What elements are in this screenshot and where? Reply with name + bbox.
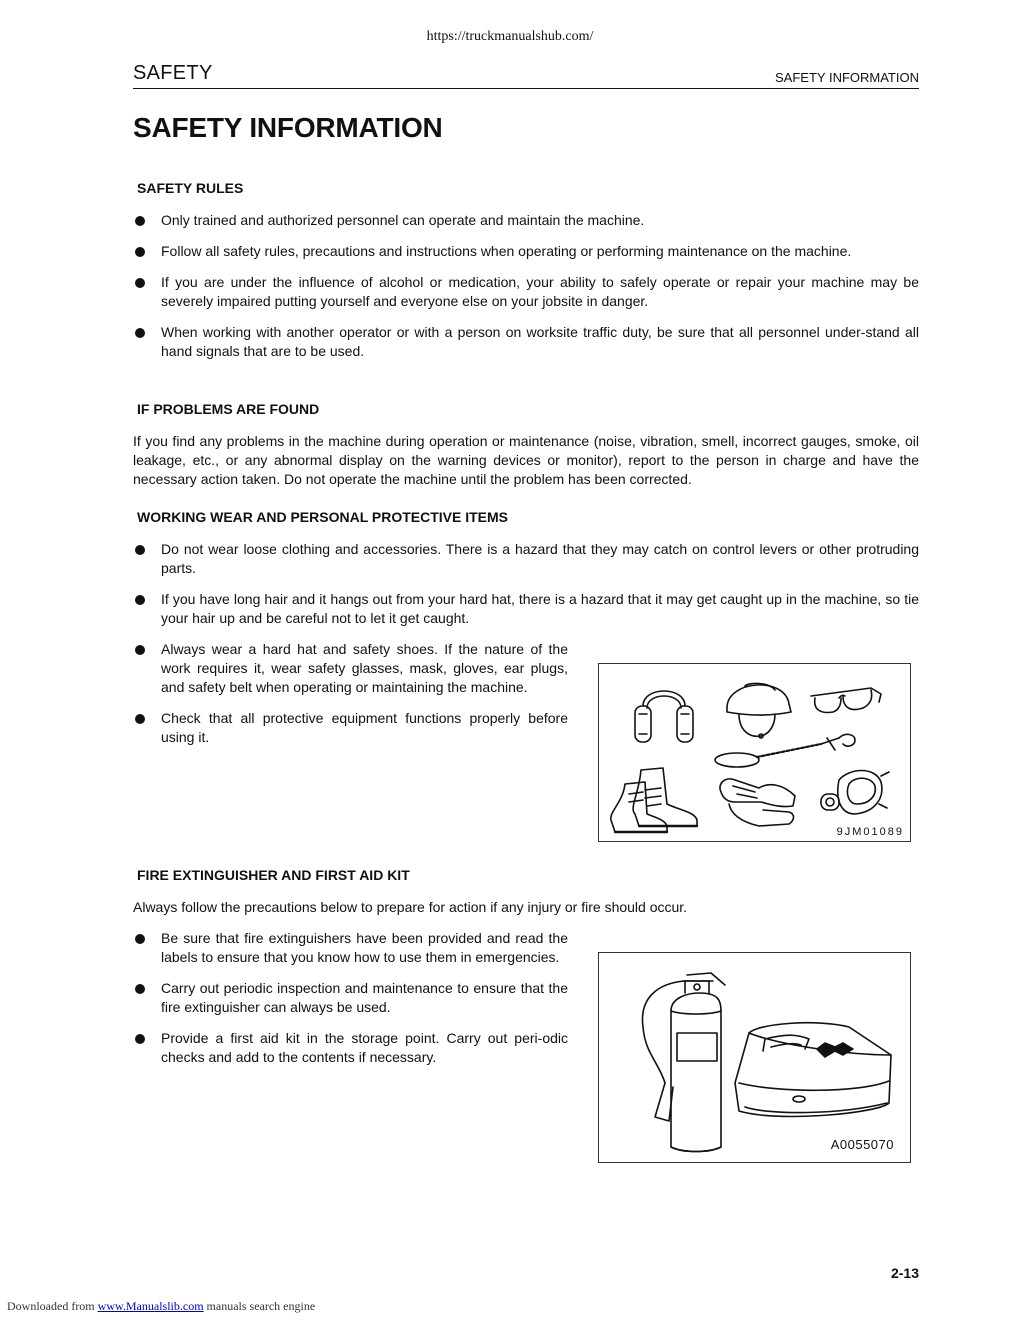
list-item: Check that all protective equipment functions properly before using it. bbox=[133, 709, 568, 747]
wear-list bbox=[133, 540, 919, 640]
figure-code: A0055070 bbox=[830, 1137, 894, 1152]
page-number: 2-13 bbox=[890, 1265, 919, 1281]
wear-heading: WORKING WEAR AND PERSONAL PROTECTIVE ITEMS bbox=[137, 509, 509, 525]
safety-belt-icon bbox=[715, 734, 855, 767]
wear-list-narrow bbox=[133, 640, 568, 759]
gloves-icon bbox=[720, 779, 795, 826]
header-topic: SAFETY INFORMATION bbox=[775, 70, 919, 85]
figure-code: 9JM01089 bbox=[836, 826, 904, 838]
header-section: SAFETY bbox=[133, 62, 213, 84]
list-item: If you have long hair and it hangs out from your hard hat, there is a hazard that it may get caught up in the machine, so tie your hair up and be careful not to let it get caught. bbox=[133, 590, 919, 628]
list-item: Only trained and authorized personnel can operate and maintain the machine. bbox=[133, 211, 919, 230]
fire-extinguisher-icon bbox=[642, 973, 725, 1152]
footer-suffix: manuals search engine bbox=[206, 1299, 316, 1313]
list-item: When working with another operator or with a person on worksite traffic duty, be sure that all personnel under-stand all hand signals that are to be used. bbox=[133, 323, 919, 361]
page-title: SAFETY INFORMATION bbox=[133, 112, 443, 143]
manualslib-link[interactable]: www.Manualslib.com bbox=[97, 1299, 204, 1313]
problems-heading: IF PROBLEMS ARE FOUND bbox=[137, 401, 320, 417]
fire-heading: FIRE EXTINGUISHER AND FIRST AID KIT bbox=[137, 867, 410, 883]
list-item: If you are under the influence of alcohol or medication, your ability to safely operate or repair your machine may be severely impaired putting yourself and everyone else on your jobsite in danger. bbox=[133, 273, 919, 311]
list-item: Follow all safety rules, precautions and instructions when operating or performing maintenance on the machine. bbox=[133, 242, 919, 261]
problems-text: If you find any problems in the machine during operation or maintenance (noise, vibration, smell, incorrect gauges, smoke, oil leakage, etc., or any abnormal display on the warning devices or monitor), report to the person in charge and have the necessary action taken. Do not operate the machine until the problem has been corrected. bbox=[133, 433, 919, 487]
respirator-mask-icon bbox=[821, 771, 889, 815]
list-item: Always wear a hard hat and safety shoes. If the nature of the work requires it, wear safety glasses, mask, gloves, ear plugs, and safety belt when operating or maintaining the machine. bbox=[133, 640, 568, 697]
list-item: Provide a first aid kit in the storage point. Carry out peri-odic checks and add to the contents if necessary. bbox=[133, 1029, 568, 1067]
protective-equipment-illustration bbox=[599, 664, 910, 841]
safety-rules-heading: SAFETY RULES bbox=[137, 180, 244, 196]
fire-extinguisher-figure bbox=[598, 952, 911, 1163]
download-footer bbox=[7, 1299, 315, 1314]
safety-glasses-icon bbox=[811, 688, 881, 712]
list-item: Be sure that fire extinguishers have been provided and read the labels to ensure that you know how to use them in emergencies. bbox=[133, 929, 568, 967]
footer-prefix: Downloaded from bbox=[7, 1299, 95, 1313]
first-aid-kit-icon bbox=[735, 1023, 891, 1117]
source-url: https://truckmanualshub.com/ bbox=[426, 29, 594, 44]
safety-boots-icon bbox=[611, 768, 697, 832]
hard-hat-icon bbox=[727, 683, 791, 738]
list-item: Do not wear loose clothing and accessories. There is a hazard that they may catch on control levers or other protruding parts. bbox=[133, 540, 919, 578]
fire-intro: Always follow the precautions below to prepare for action if any injury or fire should occur. bbox=[133, 899, 688, 915]
protective-equipment-figure bbox=[598, 663, 911, 842]
safety-rules-list bbox=[133, 211, 919, 373]
header-rule bbox=[133, 88, 919, 89]
list-item: Carry out periodic inspection and maintenance to ensure that the fire extinguisher can always be used. bbox=[133, 979, 568, 1017]
ear-muffs-icon bbox=[635, 691, 693, 742]
fire-list bbox=[133, 929, 568, 1079]
fire-extinguisher-illustration bbox=[599, 953, 910, 1162]
